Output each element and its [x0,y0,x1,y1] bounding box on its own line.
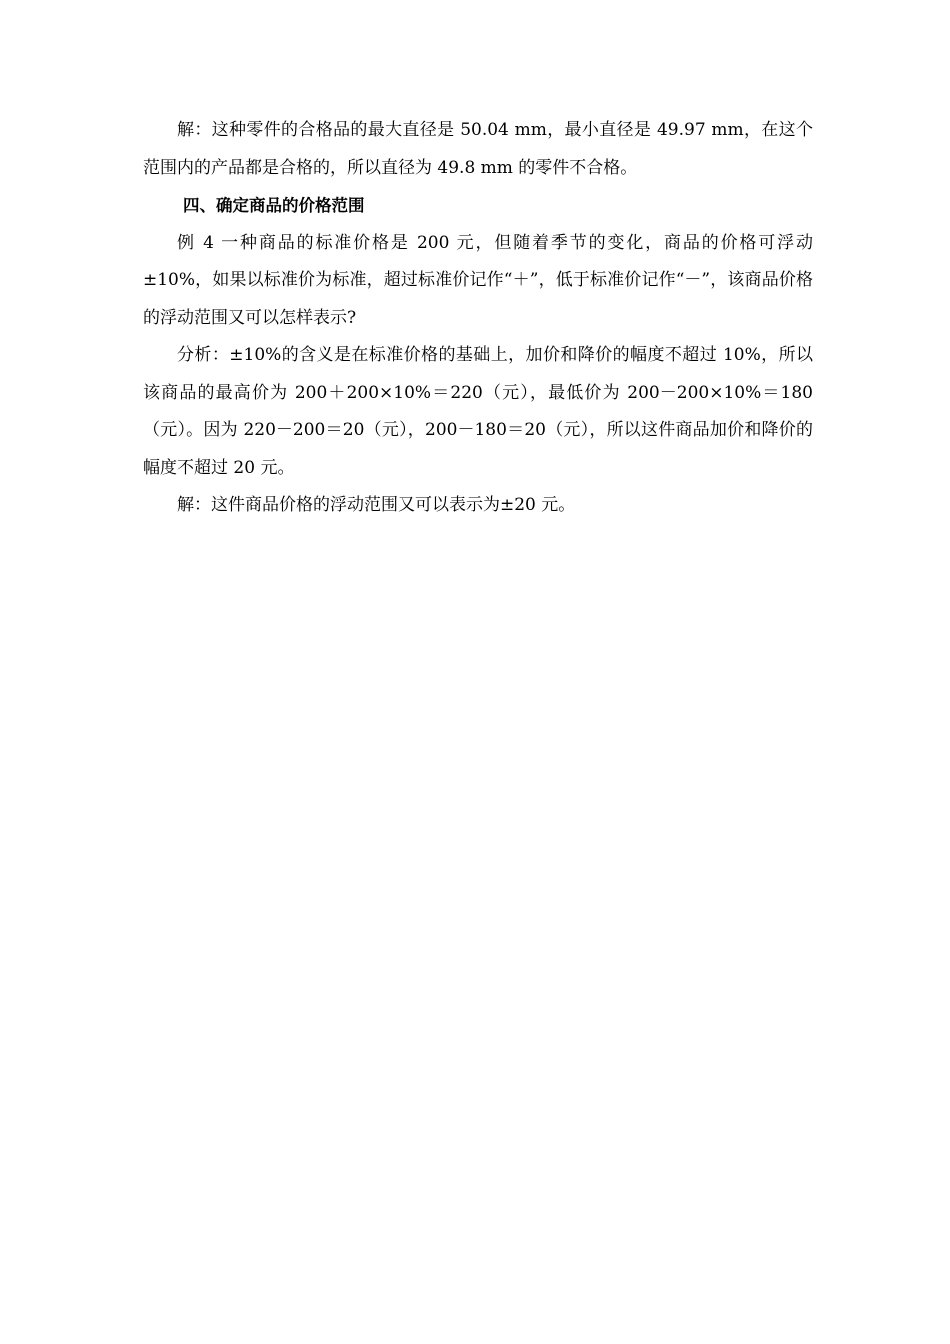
analysis-paragraph: 分析：±10%的含义是在标准价格的基础上，加价和降价的幅度不超过 10%，所以该商品的最高价为 200＋200×10%＝220（元），最低价为 200－200×10%＝180（元）。因为 220－200＝20（元），200－180＝20（元），所以这件商品加价和降价的幅度不超过 20 元。 [143,345,813,478]
solution-paragraph-parts: 解：这种零件的合格品的最大直径是 50.04 mm，最小直径是 49.97 mm，在这个范围内的产品都是合格的，所以直径为 49.8 mm 的零件不合格。 [143,120,813,178]
example-4-paragraph: 例 4 一种商品的标准价格是 200 元，但随着季节的变化，商品的价格可浮动±10%，如果以标准价为标准，超过标准价记作“＋”，低于标准价记作“－”，该商品价格的浮动范围又可以怎样表示? [143,232,813,328]
section-heading-price-range: 四、确定商品的价格范围 [183,196,365,215]
document-body [143,112,813,525]
solution-paragraph-price: 解：这件商品价格的浮动范围又可以表示为±20 元。 [177,495,576,515]
